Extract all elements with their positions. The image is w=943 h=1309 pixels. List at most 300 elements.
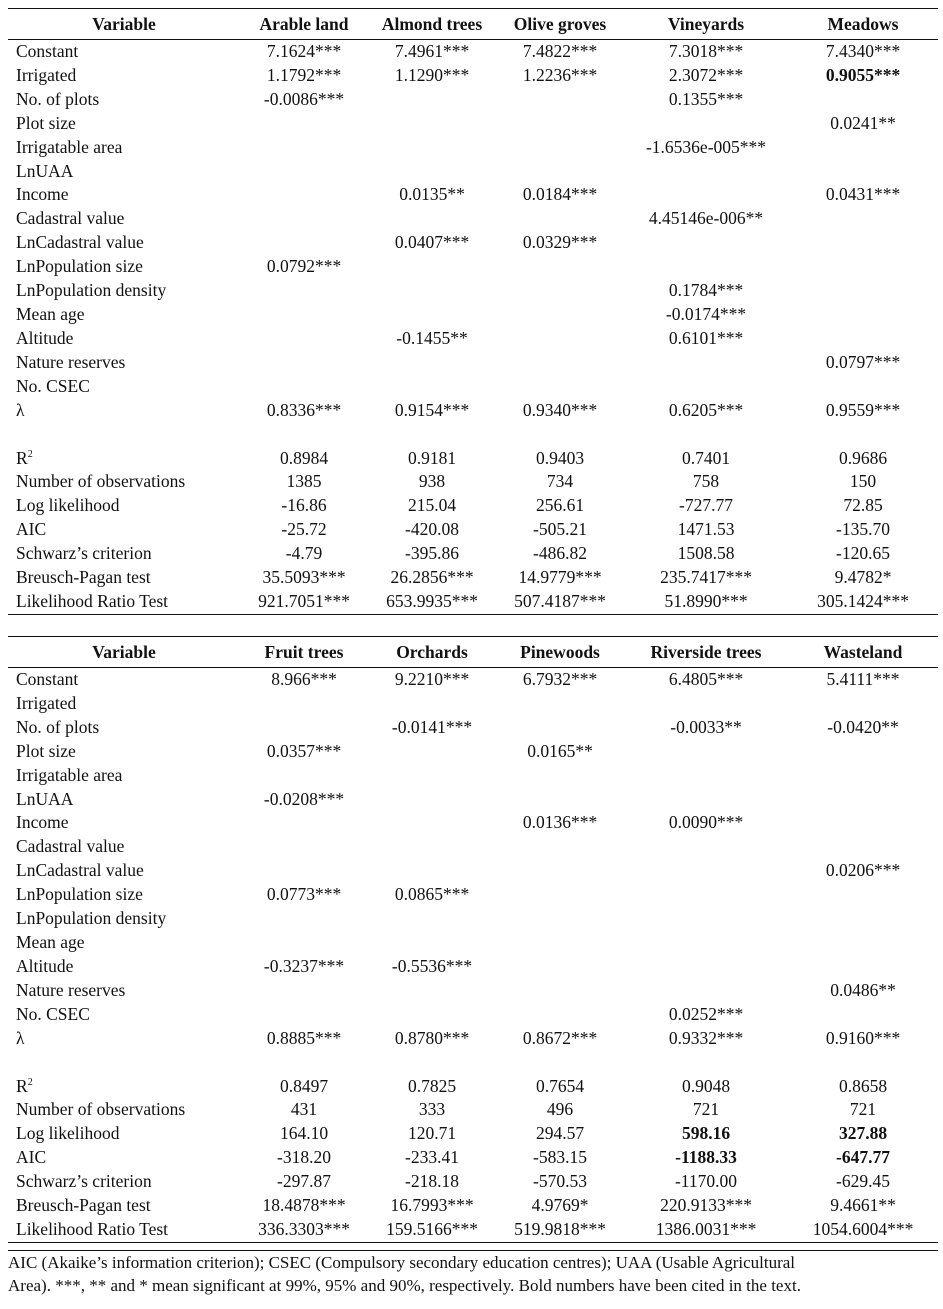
row-label-text: Nature reserves	[16, 351, 126, 372]
table-cell: 26.2856***	[390, 567, 474, 588]
table-row	[8, 351, 938, 375]
table-cell	[624, 907, 788, 931]
table-cell	[240, 160, 368, 184]
row-label-text: Breusch-Pagan test	[16, 1195, 151, 1216]
table-cell: -318.20	[277, 1147, 331, 1168]
table-cell	[496, 375, 624, 399]
table-cell: 1471.53	[677, 519, 735, 540]
table-cell	[788, 931, 938, 955]
stat-row	[8, 470, 938, 494]
table-footnote	[8, 1250, 938, 1297]
row-label	[8, 327, 240, 351]
table-cell	[240, 183, 368, 207]
table-cell	[624, 160, 788, 184]
table-cell	[496, 303, 624, 327]
table-cell: 734	[546, 471, 574, 492]
row-label-text: LnPopulation size	[16, 256, 143, 277]
row-label-text: LnPopulation density	[16, 280, 167, 301]
table-cell: 336.3303***	[258, 1218, 350, 1239]
table-cell	[368, 351, 496, 375]
table-cell	[240, 859, 368, 883]
table-cell: 0.0135**	[399, 184, 465, 205]
stat-row	[8, 590, 938, 614]
row-label	[8, 1003, 240, 1027]
table-cell: -570.53	[533, 1171, 587, 1192]
table-cell	[496, 112, 624, 136]
table-cell	[240, 811, 368, 835]
row-label-text: Irrigated	[16, 64, 77, 85]
row-label-text: Irrigatable area	[16, 764, 123, 785]
row-label	[8, 955, 240, 979]
table-cell	[368, 907, 496, 931]
table-cell: 0.8984	[279, 447, 329, 468]
table-cell	[624, 183, 788, 207]
table-row	[8, 931, 938, 955]
row-label	[8, 399, 240, 423]
row-label	[8, 375, 240, 399]
table-cell: 721	[849, 1099, 877, 1120]
table-cell: -629.45	[836, 1171, 890, 1192]
table-cell	[496, 351, 624, 375]
table-row	[8, 955, 938, 979]
table-cell	[788, 692, 938, 716]
table-cell	[788, 1003, 938, 1027]
table-cell: 1.2236***	[522, 64, 598, 85]
table-cell: 305.1424***	[817, 590, 909, 611]
table-cell	[240, 835, 368, 859]
row-label-text: LnCadastral value	[16, 232, 144, 253]
row-label-text: Number of observations	[16, 471, 186, 492]
row-label-text: Plot size	[16, 112, 76, 133]
row-label-text: No. of plots	[16, 88, 100, 109]
row-label-text: LnUAA	[16, 788, 74, 809]
table-cell: 220.9133***	[660, 1195, 752, 1216]
table-cell: 7.3018***	[668, 41, 744, 61]
row-label-text: Constant	[16, 41, 79, 61]
table-cell: -0.0141***	[391, 716, 473, 737]
table-cell: -120.65	[836, 543, 890, 564]
table-cell: 16.7993***	[390, 1195, 474, 1216]
table-cell	[368, 931, 496, 955]
table-cell: -218.18	[405, 1171, 459, 1192]
table-cell: 7.4961***	[394, 41, 470, 61]
table-row	[8, 231, 938, 255]
table-cell	[240, 327, 368, 351]
table-cell: 333	[418, 1099, 446, 1120]
table-cell: -486.82	[533, 543, 587, 564]
table-cell: 0.0090***	[668, 812, 744, 833]
table-cell: 0.8336***	[266, 399, 342, 420]
table-cell: 0.9048	[681, 1075, 731, 1096]
table-cell: 0.7825	[407, 1075, 457, 1096]
table-cell: 0.9686	[838, 447, 888, 468]
table-cell	[368, 112, 496, 136]
row-label	[8, 788, 240, 812]
table-cell: 0.9559***	[825, 399, 901, 420]
header-col: Fruit trees	[264, 642, 344, 662]
table-cell: 0.6101***	[668, 327, 744, 348]
row-label	[8, 1146, 240, 1170]
row-label	[8, 883, 240, 907]
table-cell	[240, 231, 368, 255]
table-cell: 4.45146e-006**	[648, 208, 764, 229]
row-label-text: R	[16, 1075, 28, 1096]
table-cell: -16.86	[281, 495, 327, 516]
table-cell: 0.8672***	[522, 1027, 598, 1048]
table-cell: 7.1624***	[266, 41, 342, 61]
table-cell	[788, 740, 938, 764]
row-label	[8, 351, 240, 375]
row-label-text: Breusch-Pagan test	[16, 567, 151, 588]
table-cell: -0.0174***	[665, 303, 747, 324]
table-cell	[368, 835, 496, 859]
table-cell: 0.0792***	[266, 256, 342, 277]
table-row	[8, 979, 938, 1003]
table-cell	[368, 788, 496, 812]
table-cell: 0.0241**	[830, 112, 896, 133]
table-cell: 72.85	[843, 495, 883, 516]
table-cell: 0.1784***	[668, 280, 744, 301]
row-label-text: λ	[16, 1027, 25, 1048]
row-label-text: Income	[16, 184, 69, 205]
table-cell: 9.4782*	[834, 567, 892, 588]
table-cell	[240, 279, 368, 303]
spacer-row	[8, 1051, 938, 1075]
table-row	[8, 907, 938, 931]
table-cell: 51.8990***	[664, 590, 748, 611]
table-cell: 5.4111***	[826, 669, 900, 689]
table-cell: 0.7654	[535, 1075, 585, 1096]
row-label	[8, 566, 240, 590]
table-cell: 150	[849, 471, 877, 492]
table-cell: -420.08	[405, 519, 459, 540]
table-cell: 7.4822***	[522, 41, 598, 61]
table-header-row	[8, 9, 938, 40]
row-label	[8, 231, 240, 255]
row-label	[8, 811, 240, 835]
row-label	[8, 64, 240, 88]
table-cell	[368, 136, 496, 160]
row-label-text: Mean age	[16, 931, 85, 952]
table-cell	[368, 88, 496, 112]
row-label	[8, 1170, 240, 1194]
row-label-text: AIC	[16, 519, 47, 540]
table-cell: 0.0184***	[522, 184, 598, 205]
table-row	[8, 64, 938, 88]
table-cell	[496, 979, 624, 1003]
stat-row	[8, 1075, 938, 1099]
row-label-text: Nature reserves	[16, 979, 126, 1000]
row-label-text: Plot size	[16, 740, 76, 761]
table-cell	[624, 931, 788, 955]
table-cell: 0.8885***	[266, 1027, 342, 1048]
table-cell	[240, 351, 368, 375]
table-cell	[788, 907, 938, 931]
row-label-text: Schwarz’s criterion	[16, 1171, 152, 1192]
table-cell	[496, 1003, 624, 1027]
row-label	[8, 255, 240, 279]
table-cell	[240, 716, 368, 740]
row-label-text: Likelihood Ratio Test	[16, 590, 169, 611]
table-cell: 431	[290, 1099, 318, 1120]
table-cell	[788, 764, 938, 788]
table-cell: 0.0407***	[394, 232, 470, 253]
table-row	[8, 112, 938, 136]
table-cell	[368, 811, 496, 835]
table-cell	[788, 375, 938, 399]
row-label	[8, 1075, 240, 1099]
table-cell	[788, 883, 938, 907]
row-label-text: LnUAA	[16, 160, 74, 181]
table-cell	[788, 279, 938, 303]
table-cell: -0.5536***	[391, 955, 473, 976]
table-cell: 0.9055***	[825, 64, 901, 85]
table-cell	[368, 1003, 496, 1027]
table-cell: 758	[692, 471, 720, 492]
stat-row	[8, 1170, 938, 1194]
header-col: Pinewoods	[520, 642, 600, 662]
row-label	[8, 518, 240, 542]
row-label-text: Income	[16, 812, 69, 833]
row-label	[8, 764, 240, 788]
stat-row	[8, 1194, 938, 1218]
table-cell	[624, 231, 788, 255]
table-cell: -297.87	[277, 1171, 331, 1192]
table-cell	[240, 136, 368, 160]
table-cell	[624, 255, 788, 279]
table-row	[8, 40, 938, 64]
row-label-superscript: 2	[27, 448, 33, 460]
table-cell	[240, 692, 368, 716]
table-row	[8, 279, 938, 303]
table-cell: 1386.0031***	[655, 1218, 757, 1239]
row-label	[8, 835, 240, 859]
table-cell	[240, 375, 368, 399]
footnote-line: Area). ***, ** and * mean significant at 99%, 95% and 90%, respectively. Bold numbers have been cited in the text.	[8, 1276, 801, 1295]
table-cell	[788, 231, 938, 255]
table-cell	[496, 692, 624, 716]
row-label	[8, 279, 240, 303]
header-variable: Variable	[92, 14, 156, 34]
stat-row	[8, 1122, 938, 1146]
row-label	[8, 470, 240, 494]
row-label-text: Log likelihood	[16, 495, 120, 516]
table-row	[8, 88, 938, 112]
table-cell: 6.4805***	[668, 669, 744, 689]
table-cell	[788, 955, 938, 979]
table-cell	[368, 859, 496, 883]
spacer-cell	[8, 423, 938, 447]
regression-table-1	[8, 8, 938, 615]
table-cell: -233.41	[405, 1147, 459, 1168]
table-cell: 1.1290***	[394, 64, 470, 85]
table-cell	[368, 979, 496, 1003]
table-cell: 0.0486**	[830, 979, 896, 1000]
table-cell: -0.3237***	[263, 955, 345, 976]
row-label	[8, 859, 240, 883]
row-label-text: No. CSEC	[16, 1003, 90, 1024]
table-cell: 0.9332***	[668, 1027, 744, 1048]
row-label	[8, 447, 240, 471]
table-cell: -1170.00	[674, 1171, 738, 1192]
row-label	[8, 692, 240, 716]
table-cell: 1385	[286, 471, 322, 492]
footnote-line: AIC (Akaike’s information criterion); CSEC (Compulsory secondary education centres); UAA (Usable Agricultural	[8, 1253, 796, 1272]
table-cell: -25.72	[281, 519, 327, 540]
table-cell	[496, 88, 624, 112]
row-label	[8, 907, 240, 931]
header-col: Meadows	[827, 14, 899, 34]
row-label-text: Altitude	[16, 955, 74, 976]
table-cell	[624, 859, 788, 883]
row-label	[8, 1027, 240, 1051]
table-row	[8, 255, 938, 279]
table-cell	[624, 351, 788, 375]
table-cell	[496, 859, 624, 883]
row-label-text: Irrigated	[16, 692, 77, 713]
table-cell: -1188.33	[675, 1147, 737, 1168]
table-cell	[240, 1003, 368, 1027]
row-label-text: Irrigatable area	[16, 136, 123, 157]
table-cell	[496, 255, 624, 279]
row-label-text: Log likelihood	[16, 1123, 120, 1144]
row-label-text: Mean age	[16, 303, 85, 324]
table-cell	[368, 692, 496, 716]
stat-row	[8, 566, 938, 590]
table-cell	[368, 255, 496, 279]
table-row	[8, 375, 938, 399]
table-cell	[240, 207, 368, 231]
row-label	[8, 207, 240, 231]
table-cell: 9.4661**	[830, 1195, 896, 1216]
row-label-text: λ	[16, 399, 25, 420]
table-cell: -135.70	[836, 519, 890, 540]
table-row	[8, 327, 938, 351]
table-row	[8, 716, 938, 740]
row-label-text: Constant	[16, 669, 79, 689]
table-cell: 519.9818***	[514, 1218, 606, 1239]
table-cell: 164.10	[279, 1123, 329, 1144]
table-cell	[496, 764, 624, 788]
row-label-text: R	[16, 447, 28, 468]
row-label	[8, 1122, 240, 1146]
table-cell: 938	[418, 471, 446, 492]
stat-row	[8, 1218, 938, 1242]
table-cell: 120.71	[407, 1123, 457, 1144]
table-cell: 0.8497	[279, 1075, 329, 1096]
table-cell: 1054.6004***	[812, 1218, 914, 1239]
header-col: Arable land	[259, 14, 349, 34]
table-cell: 7.4340***	[825, 41, 901, 61]
table-cell	[624, 788, 788, 812]
table-cell: -0.0420**	[827, 716, 899, 737]
table-cell	[788, 255, 938, 279]
table-cell: -4.79	[285, 543, 323, 564]
table-cell: -395.86	[405, 543, 459, 564]
row-label-superscript: 2	[27, 1076, 33, 1088]
header-col: Olive groves	[513, 14, 607, 34]
table-cell	[624, 979, 788, 1003]
table-cell	[240, 931, 368, 955]
table-cell	[496, 788, 624, 812]
table-cell: 0.0357***	[266, 740, 342, 761]
table-cell	[368, 303, 496, 327]
table-cell	[788, 160, 938, 184]
table-row	[8, 207, 938, 231]
table-row	[8, 788, 938, 812]
table-cell: 0.0431***	[825, 184, 901, 205]
table-row	[8, 1027, 938, 1051]
row-label-text: Cadastral value	[16, 836, 125, 857]
table-cell: 507.4187***	[514, 590, 606, 611]
table-cell: -0.0086***	[263, 88, 345, 109]
table-row	[8, 183, 938, 207]
table-cell: 0.7401	[681, 447, 731, 468]
table-cell	[624, 692, 788, 716]
table-row	[8, 160, 938, 184]
table-cell: 0.9403	[535, 447, 585, 468]
row-label	[8, 112, 240, 136]
table-cell: 0.6205***	[668, 399, 744, 420]
table-cell: 1508.58	[677, 543, 735, 564]
table-cell	[788, 327, 938, 351]
table-cell: 215.04	[407, 495, 457, 516]
row-label-text: Number of observations	[16, 1099, 186, 1120]
stat-row	[8, 1098, 938, 1122]
stat-row	[8, 518, 938, 542]
table-cell: 0.0773***	[266, 884, 342, 905]
header-col: Wasteland	[823, 642, 903, 662]
table-cell: -647.77	[836, 1147, 890, 1168]
table-cell	[240, 112, 368, 136]
table-cell	[788, 811, 938, 835]
table-cell: 0.0329***	[522, 232, 598, 253]
table-cell: 327.88	[838, 1123, 888, 1144]
table-cell	[496, 931, 624, 955]
row-label-text: Schwarz’s criterion	[16, 543, 152, 564]
row-label-text: LnCadastral value	[16, 860, 144, 881]
row-label	[8, 303, 240, 327]
row-label	[8, 716, 240, 740]
table-row	[8, 859, 938, 883]
table-cell	[368, 207, 496, 231]
table-row	[8, 668, 938, 692]
table-row	[8, 303, 938, 327]
row-label-text: LnPopulation size	[16, 884, 143, 905]
table-cell: 0.0136***	[522, 812, 598, 833]
table-cell	[496, 835, 624, 859]
table-cell	[788, 835, 938, 859]
table-body	[8, 668, 938, 1243]
stat-row	[8, 447, 938, 471]
table-cell: 4.9769*	[531, 1195, 589, 1216]
row-label	[8, 931, 240, 955]
row-label	[8, 40, 240, 64]
table-cell: 0.8780***	[394, 1027, 470, 1048]
row-label	[8, 668, 240, 692]
table-cell	[624, 835, 788, 859]
stat-row	[8, 1146, 938, 1170]
row-label-text: No. of plots	[16, 716, 100, 737]
table-cell: -0.0208***	[263, 788, 345, 809]
row-label	[8, 183, 240, 207]
table-row	[8, 883, 938, 907]
table-cell	[496, 327, 624, 351]
table-cell: -0.1455**	[396, 327, 468, 348]
row-label	[8, 740, 240, 764]
table-header-row	[8, 637, 938, 668]
spacer-row	[8, 423, 938, 447]
